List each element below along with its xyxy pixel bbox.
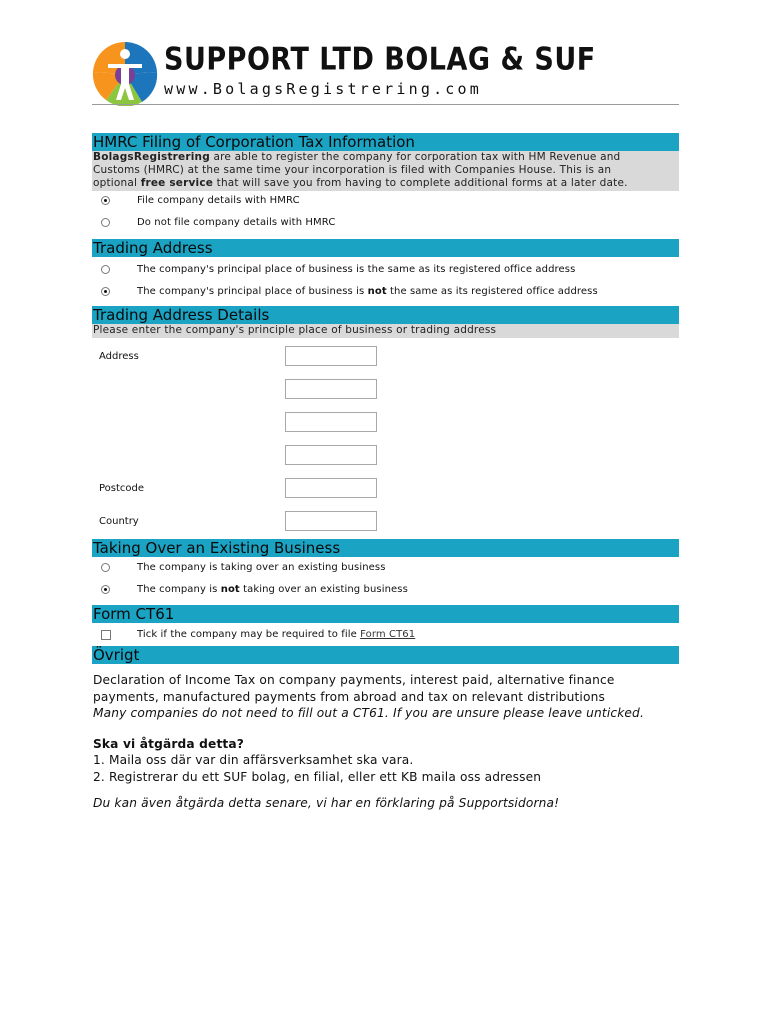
radio-trading-not-same-label — [137, 286, 598, 297]
address-line-4-input[interactable] — [285, 445, 377, 465]
hmrc-desc-line-2: Customs (HMRC) at the same time your incorporation is filed with Companies House. This is an — [93, 164, 612, 176]
registration-form — [92, 133, 679, 664]
hmrc-desc-line-1: are able to register the company for corporation tax with HM Revenue and — [209, 151, 621, 163]
radio-trading-not-same[interactable] — [101, 287, 110, 296]
ct61-option[interactable] — [92, 627, 679, 649]
section-ct61-title: Form CT61 — [92, 605, 679, 623]
header-logo — [92, 42, 596, 106]
ct61-notes — [93, 672, 683, 812]
trading-not-same-text-b: the same as its registered office address — [386, 286, 598, 297]
trading-option-same[interactable] — [92, 262, 679, 284]
postcode-input[interactable] — [285, 478, 377, 498]
ct61-label-text: Tick if the company may be required to file — [137, 629, 361, 640]
hmrc-option-do-not-file[interactable] — [92, 215, 679, 237]
radio-file-hmrc[interactable] — [101, 196, 110, 205]
ct61-label — [137, 629, 415, 640]
brand-url: www.BolagsRegistrering.com — [164, 80, 482, 98]
country-label: Country — [99, 516, 139, 527]
hmrc-desc-line-3a: optional — [93, 177, 141, 189]
notes-line-3: Many companies do not need to fill out a CT61. If you are unsure please leave unticked. — [93, 706, 644, 720]
section-trading-title: Trading Address — [92, 239, 679, 257]
radio-takeover-yes-label: The company is taking over an existing business — [137, 562, 386, 573]
radio-trading-same[interactable] — [101, 265, 110, 274]
section-takeover-title: Taking Over an Existing Business — [92, 539, 679, 557]
address-line-3-input[interactable] — [285, 412, 377, 432]
trading-not-bold: not — [367, 286, 387, 297]
radio-takeover-no-label — [137, 584, 408, 595]
header-divider — [92, 104, 679, 105]
radio-takeover-no[interactable] — [101, 585, 110, 594]
hmrc-desc-line-3b: that will save you from having to complete additional forms at a later date. — [213, 177, 628, 189]
notes-heading: Ska vi åtgärda detta? — [93, 736, 245, 751]
notes-footer: Du kan även åtgärda detta senare, vi har en förklaring på Supportsidorna! — [93, 796, 560, 810]
address-line-2-input[interactable] — [285, 379, 377, 399]
postcode-label: Postcode — [99, 483, 145, 494]
section-ovrigt-title: Övrigt — [92, 646, 679, 664]
takeover-no-text-b: taking over an existing business — [239, 584, 408, 595]
takeover-option-yes[interactable] — [92, 560, 679, 582]
hmrc-option-file[interactable] — [92, 193, 679, 215]
notes-step-2: 2. Registrerar du ett SUF bolag, en filial, eller ett KB maila oss adressen — [93, 769, 542, 784]
radio-takeover-yes[interactable] — [101, 563, 110, 572]
takeover-not-bold: not — [220, 584, 240, 595]
section-trading-details-description: Please enter the company's principle place of business or trading address — [92, 324, 679, 338]
section-trading-details-title: Trading Address Details — [92, 306, 679, 324]
radio-do-not-file-hmrc[interactable] — [101, 218, 110, 227]
radio-file-hmrc-label: File company details with HMRC — [137, 195, 300, 206]
figure-in-colored-circle-icon — [92, 42, 158, 106]
brand-title: SUPPORT LTD BOLAG & SUF — [164, 42, 596, 78]
section-hmrc-description — [92, 151, 679, 191]
takeover-no-text-a: The company is — [137, 584, 221, 595]
form-ct61-link[interactable]: Form CT61 — [360, 629, 416, 640]
notes-line-1: Declaration of Income Tax on company payments, interest paid, alternative finance — [93, 673, 615, 687]
trading-address-fields — [92, 338, 679, 535]
address-line-1-input[interactable] — [285, 346, 377, 366]
brand-name-bold: BolagsRegistrering — [93, 151, 210, 163]
section-hmrc-title: HMRC Filing of Corporation Tax Information — [92, 133, 679, 151]
notes-line-2: payments, manufactured payments from abroad and tax on relevant distributions — [93, 689, 605, 704]
free-service-bold: free service — [140, 177, 214, 189]
checkbox-ct61[interactable] — [101, 630, 111, 640]
address-label: Address — [99, 351, 139, 362]
notes-step-1: 1. Maila oss där var din affärsverksamhet ska vara. — [93, 753, 414, 767]
radio-do-not-file-hmrc-label: Do not file company details with HMRC — [137, 217, 336, 228]
trading-option-not-same[interactable] — [92, 284, 679, 305]
takeover-option-no[interactable] — [92, 582, 679, 604]
radio-trading-same-label: The company's principal place of business is the same as its registered office address — [137, 264, 576, 275]
country-input[interactable] — [285, 511, 377, 531]
trading-not-same-text-a: The company's principal place of business is — [137, 286, 368, 297]
